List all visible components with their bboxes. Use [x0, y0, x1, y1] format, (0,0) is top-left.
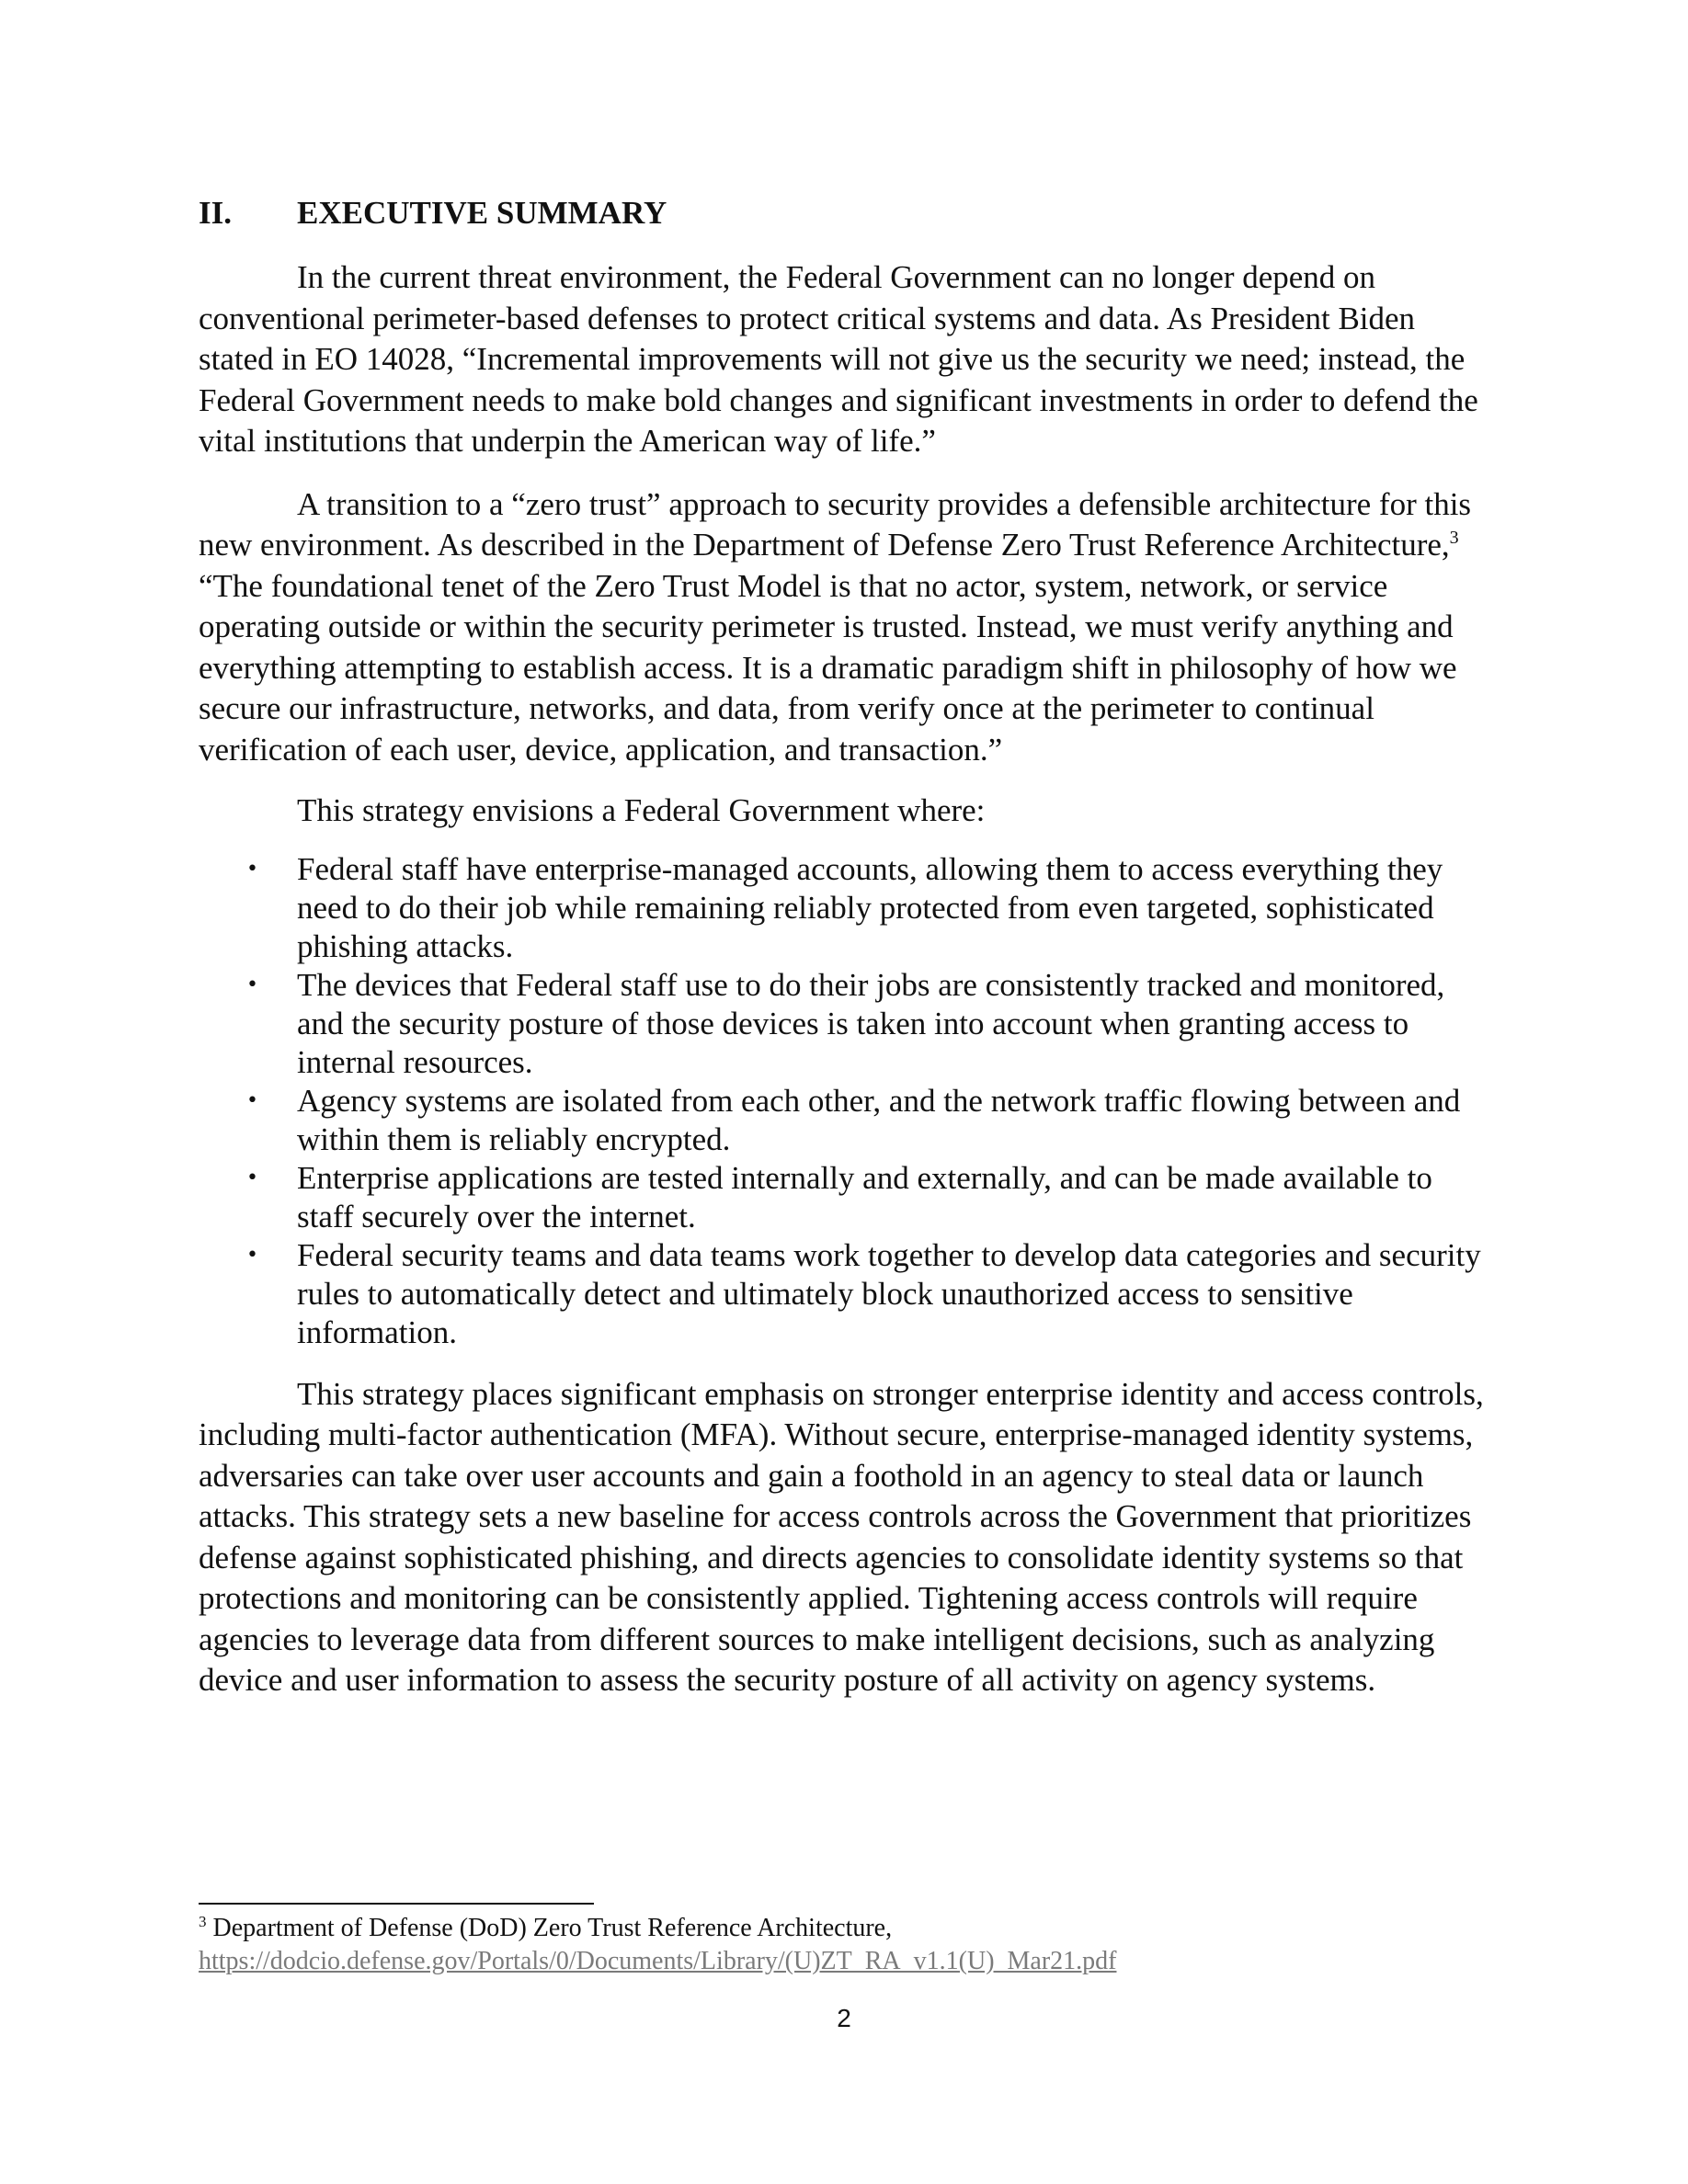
list-item-text: Enterprise applications are tested internally and externally, and can be made available to staff securely over the internet. [297, 1159, 1432, 1234]
strategy-bullet-list [199, 850, 1486, 1352]
page-number: 2 [837, 2004, 851, 2032]
list-item-text: Federal security teams and data teams work together to develop data categories and security rules to automatically detect and ultimately block unauthorized access to sensitive information. [297, 1236, 1481, 1350]
paragraph-threat-environment: In the current threat environment, the Federal Government can no longer depend on conventional perimeter-based defenses to protect critical systems and data. As President Biden stated in EO 14028, “Incremental improvements will not give us the security we need; instead, the Federal Government needs to make bold changes and significant investments in order to defend the vital institutions that underpin the American way of life.” [199, 259, 1478, 459]
list-item [199, 1082, 1486, 1159]
paragraph-zero-trust-quote: “The foundational tenet of the Zero Trust Model is that no actor, system, network, or service operating outside or within the security perimeter is trusted. Instead, we must verify anything and everything attempting to establish access. It is a dramatic paradigm shift in philosophy of how we secure our infrastructure, networks, and data, from verify once at the perimeter to continual verification of each user, device, application, and transaction.” [199, 567, 1457, 768]
bullet-icon: • [246, 1088, 258, 1112]
paragraph-zero-trust-text-start: A transition to a “zero trust” approach to security provides a defensible architecture for this new environment. As described in the Department of Defense Zero Trust Reference Architecture, [199, 485, 1472, 563]
section-title: EXECUTIVE SUMMARY [297, 195, 667, 231]
paragraph-zero-trust [199, 484, 1486, 771]
list-item [199, 1236, 1486, 1352]
list-item-text: Federal staff have enterprise-managed accounts, allowing them to access everything they need to do their job while remaining reliably protected from even targeted, sophisticated phishing attacks. [297, 850, 1443, 964]
footnote-text-line [199, 1912, 1486, 1945]
paragraph-strategy-intro: This strategy envisions a Federal Government where: [297, 792, 986, 828]
list-item [199, 966, 1486, 1082]
list-item-text: The devices that Federal staff use to do their jobs are consistently tracked and monitored, and the security posture of those devices is taken into account when granting access to internal resources. [297, 966, 1445, 1080]
main-content [199, 193, 1486, 1701]
paragraph-identity-controls: This strategy places significant emphasis on stronger enterprise identity and access controls, including multi-factor authentication (MFA). Without secure, enterprise-managed identity systems, adversaries can take over user accounts and gain a foothold in an agency to steal data or launch attacks. This strategy sets a new baseline for access controls across the Government that prioritizes defense against sophisticated phishing, and directs agencies to consolidate identity systems so that protections and monitoring can be consistently applied. Tightening access controls will require agencies to leverage data from different sources to make intelligent decisions, such as analyzing device and user information to assess the security posture of all activity on agency systems. [199, 1375, 1484, 1698]
footnote-number: 3 [199, 1913, 207, 1930]
list-item [199, 1159, 1486, 1236]
bullet-icon: • [246, 973, 258, 996]
bullet-icon: • [246, 857, 258, 881]
bullet-icon: • [246, 1166, 258, 1189]
footnote-text: Department of Defense (DoD) Zero Trust Reference Architecture, [206, 1914, 893, 1942]
section-heading [199, 193, 1486, 233]
list-item-text: Agency systems are isolated from each other, and the network traffic flowing between and within them is reliably encrypted. [297, 1082, 1461, 1157]
footnote-link[interactable]: https://dodcio.defense.gov/Portals/0/Documents/Library/(U)ZT_RA_v1.1(U)_Mar21.pdf [199, 1947, 1117, 1975]
footnote-divider [199, 1903, 594, 1905]
list-item [199, 850, 1486, 966]
footnote-reference[interactable]: 3 [1449, 528, 1459, 548]
section-number: II. [199, 195, 232, 231]
footnote [199, 1912, 1486, 1978]
bullet-icon: • [246, 1243, 258, 1267]
